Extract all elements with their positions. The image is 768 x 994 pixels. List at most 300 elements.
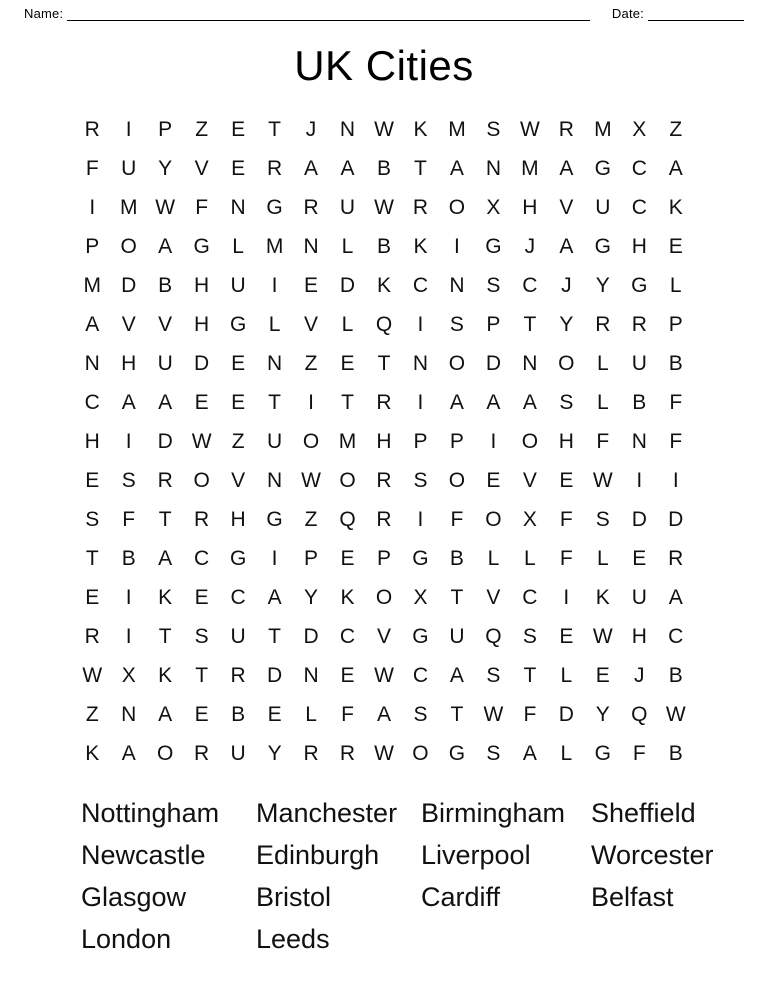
grid-letter: B bbox=[158, 274, 173, 298]
word-list-item: Nottingham bbox=[81, 798, 220, 829]
header-fields bbox=[0, 0, 768, 21]
grid-letter: D bbox=[668, 508, 684, 532]
grid-letter: W bbox=[82, 664, 103, 688]
grid-letter: D bbox=[121, 274, 137, 298]
word-list-item: Leeds bbox=[256, 924, 330, 955]
date-input-line[interactable] bbox=[648, 7, 744, 21]
grid-letter: Q bbox=[375, 313, 393, 337]
grid-letter: O bbox=[448, 469, 466, 493]
grid-letter: S bbox=[85, 508, 100, 532]
grid-letter: H bbox=[558, 430, 574, 454]
grid-letter: S bbox=[413, 469, 428, 493]
grid-letter: Z bbox=[195, 118, 209, 142]
grid-letter: B bbox=[668, 664, 683, 688]
grid-letter: H bbox=[376, 430, 392, 454]
grid-letter: D bbox=[266, 664, 283, 688]
grid-letter: M bbox=[448, 118, 466, 142]
grid-letter: N bbox=[84, 352, 100, 376]
grid-letter: S bbox=[486, 742, 501, 766]
grid-letter: S bbox=[486, 664, 501, 688]
grid-letter: F bbox=[669, 391, 683, 415]
grid-letter: I bbox=[125, 430, 132, 454]
grid-letter: T bbox=[341, 391, 354, 415]
grid-letter: E bbox=[231, 352, 246, 376]
grid-letter: G bbox=[412, 625, 429, 649]
grid-letter: A bbox=[486, 391, 501, 415]
grid-letter: N bbox=[522, 352, 538, 376]
grid-letter: N bbox=[230, 196, 246, 220]
grid-letter: G bbox=[594, 742, 611, 766]
grid-letter: E bbox=[231, 391, 246, 415]
grid-letter: G bbox=[412, 547, 429, 571]
grid-letter: V bbox=[376, 625, 391, 649]
word-list-item: Sheffield bbox=[591, 798, 696, 829]
grid-letter: U bbox=[157, 352, 173, 376]
grid-letter: E bbox=[632, 547, 647, 571]
word-list-item: Worcester bbox=[591, 840, 714, 871]
grid-letter: W bbox=[592, 469, 613, 493]
grid-letter: W bbox=[301, 469, 321, 493]
grid-letter: O bbox=[339, 469, 356, 493]
grid-letter: A bbox=[158, 235, 173, 259]
grid-letter: K bbox=[668, 196, 683, 220]
grid-letter: A bbox=[376, 703, 391, 727]
grid-letter: L bbox=[596, 547, 609, 571]
grid-letter: E bbox=[486, 469, 501, 493]
grid-letter: D bbox=[631, 508, 647, 532]
grid-letter: E bbox=[85, 586, 100, 610]
grid-letter: F bbox=[632, 742, 646, 766]
grid-letter: L bbox=[232, 235, 244, 259]
grid-letter: R bbox=[84, 118, 100, 142]
grid-letter: D bbox=[157, 430, 173, 454]
grid-letter: R bbox=[376, 469, 392, 493]
grid-letter: E bbox=[340, 352, 355, 376]
grid-letter: P bbox=[376, 547, 391, 571]
grid-letter: Z bbox=[669, 118, 683, 142]
grid-letter: X bbox=[632, 118, 647, 142]
grid-letter: L bbox=[487, 547, 500, 571]
grid-letter: A bbox=[449, 664, 464, 688]
grid-letter: N bbox=[339, 118, 356, 142]
grid-letter: F bbox=[596, 430, 610, 454]
word-search-grid bbox=[74, 119, 694, 765]
grid-letter: L bbox=[560, 742, 573, 766]
grid-letter: T bbox=[268, 118, 281, 142]
grid-letter: A bbox=[559, 157, 574, 181]
grid-letter: A bbox=[340, 157, 355, 181]
grid-letter: S bbox=[595, 508, 610, 532]
grid-letter: A bbox=[158, 547, 173, 571]
grid-letter: R bbox=[558, 118, 574, 142]
grid-letter: I bbox=[417, 508, 424, 532]
grid-letter: I bbox=[125, 118, 132, 142]
grid-letter: C bbox=[631, 196, 647, 220]
grid-letter: J bbox=[524, 235, 536, 259]
grid-letter: N bbox=[303, 664, 319, 688]
grid-letter: I bbox=[454, 235, 460, 259]
grid-letter: E bbox=[267, 703, 282, 727]
grid-letter: L bbox=[524, 547, 536, 571]
grid-letter: I bbox=[563, 586, 570, 610]
grid-letter: R bbox=[376, 391, 392, 415]
grid-letter: U bbox=[449, 625, 465, 649]
grid-letter: L bbox=[341, 235, 354, 259]
grid-letter: O bbox=[521, 430, 539, 454]
grid-letter: C bbox=[339, 625, 356, 649]
grid-letter: T bbox=[377, 352, 391, 376]
grid-letter: E bbox=[304, 274, 319, 298]
grid-letter: W bbox=[665, 703, 686, 727]
grid-letter: A bbox=[121, 391, 136, 415]
grid-letter: T bbox=[158, 625, 172, 649]
grid-letter: K bbox=[376, 274, 391, 298]
grid-letter: Y bbox=[595, 703, 610, 727]
grid-letter: F bbox=[669, 430, 683, 454]
grid-letter: R bbox=[668, 547, 684, 571]
grid-letter: T bbox=[450, 703, 464, 727]
grid-letter: F bbox=[523, 703, 537, 727]
word-list-item: Bristol bbox=[256, 882, 332, 913]
grid-letter: A bbox=[522, 742, 537, 766]
grid-letter: O bbox=[120, 235, 137, 259]
grid-letter: A bbox=[158, 391, 173, 415]
grid-letter: P bbox=[668, 313, 683, 337]
grid-letter: Q bbox=[339, 508, 356, 532]
grid-letter: R bbox=[631, 313, 647, 337]
grid-letter: R bbox=[376, 508, 392, 532]
word-list-item: Birmingham bbox=[421, 798, 566, 829]
grid-letter: R bbox=[303, 742, 319, 766]
grid-letter: X bbox=[121, 664, 136, 688]
grid-letter: T bbox=[158, 508, 172, 532]
grid-letter: G bbox=[485, 235, 502, 259]
grid-letter: Z bbox=[85, 703, 99, 727]
grid-letter: B bbox=[449, 547, 464, 571]
grid-letter: H bbox=[522, 196, 538, 220]
grid-letter: R bbox=[595, 313, 611, 337]
grid-letter: G bbox=[594, 157, 611, 181]
grid-letter: S bbox=[194, 625, 209, 649]
grid-letter: P bbox=[449, 430, 464, 454]
grid-letter: I bbox=[490, 430, 497, 454]
grid-letter: T bbox=[450, 586, 464, 610]
grid-letter: A bbox=[304, 157, 319, 181]
grid-letter: D bbox=[339, 274, 356, 298]
grid-letter: X bbox=[522, 508, 537, 532]
grid-letter: F bbox=[122, 508, 136, 532]
grid-letter: G bbox=[266, 508, 283, 532]
grid-letter: L bbox=[305, 703, 317, 727]
grid-letter: N bbox=[121, 703, 137, 727]
grid-letter: C bbox=[230, 586, 246, 610]
grid-letter: G bbox=[448, 742, 466, 766]
grid-letter: O bbox=[157, 742, 174, 766]
grid-letter: S bbox=[486, 118, 501, 142]
grid-letter: I bbox=[271, 274, 278, 298]
grid-letter: R bbox=[194, 742, 210, 766]
grid-letter: A bbox=[522, 391, 537, 415]
grid-letter: I bbox=[672, 469, 679, 493]
word-list-item: Glasgow bbox=[81, 882, 187, 913]
grid-letter: W bbox=[519, 118, 540, 142]
grid-letter: K bbox=[413, 118, 428, 142]
grid-letter: O bbox=[412, 742, 429, 766]
grid-letter: I bbox=[125, 586, 132, 610]
grid-letter: M bbox=[119, 196, 138, 220]
grid-letter: Y bbox=[158, 157, 173, 181]
grid-letter: W bbox=[191, 430, 212, 454]
grid-letter: B bbox=[376, 235, 391, 259]
grid-letter: P bbox=[486, 313, 501, 337]
grid-letter: R bbox=[230, 664, 246, 688]
grid-letter: O bbox=[448, 352, 466, 376]
grid-letter: T bbox=[195, 664, 209, 688]
grid-letter: H bbox=[631, 235, 647, 259]
grid-letter: L bbox=[596, 352, 609, 376]
grid-letter: E bbox=[559, 625, 574, 649]
grid-letter: Y bbox=[267, 742, 282, 766]
grid-letter: E bbox=[194, 586, 209, 610]
grid-letter: K bbox=[595, 586, 610, 610]
grid-letter: V bbox=[231, 469, 246, 493]
grid-letter: M bbox=[521, 157, 539, 181]
grid-letter: J bbox=[561, 274, 572, 298]
grid-letter: M bbox=[338, 430, 357, 454]
grid-letter: D bbox=[303, 625, 319, 649]
grid-letter: X bbox=[413, 586, 428, 610]
grid-letter: B bbox=[376, 157, 391, 181]
grid-letter: H bbox=[230, 508, 246, 532]
grid-letter: M bbox=[83, 274, 101, 298]
grid-letter: F bbox=[559, 508, 573, 532]
grid-letter: F bbox=[195, 196, 209, 220]
grid-letter: H bbox=[194, 274, 210, 298]
grid-letter: Y bbox=[559, 313, 574, 337]
grid-letter: U bbox=[631, 586, 647, 610]
grid-letter: I bbox=[125, 625, 132, 649]
grid-letter: L bbox=[341, 313, 354, 337]
grid-letter: M bbox=[265, 235, 284, 259]
word-list-item: Newcastle bbox=[81, 840, 206, 871]
grid-letter: B bbox=[231, 703, 246, 727]
grid-letter: N bbox=[266, 469, 283, 493]
grid-letter: E bbox=[231, 157, 246, 181]
grid-letter: B bbox=[632, 391, 647, 415]
grid-letter: W bbox=[592, 625, 613, 649]
date-label: Date: bbox=[611, 6, 644, 21]
grid-letter: P bbox=[85, 235, 100, 259]
grid-letter: C bbox=[412, 274, 429, 298]
grid-letter: T bbox=[268, 625, 281, 649]
grid-letter: V bbox=[158, 313, 173, 337]
grid-letter: Z bbox=[231, 430, 245, 454]
grid-letter: P bbox=[413, 430, 428, 454]
grid-letter: H bbox=[194, 313, 210, 337]
grid-letter: E bbox=[85, 469, 100, 493]
grid-letter: F bbox=[341, 703, 354, 727]
word-list-item: London bbox=[81, 924, 172, 955]
grid-letter: A bbox=[121, 742, 136, 766]
grid-letter: A bbox=[85, 313, 100, 337]
grid-letter: O bbox=[485, 508, 502, 532]
grid-letter: G bbox=[631, 274, 648, 298]
grid-letter: S bbox=[449, 313, 464, 337]
grid-letter: Y bbox=[595, 274, 610, 298]
grid-letter: I bbox=[89, 196, 96, 220]
grid-letter: G bbox=[193, 235, 210, 259]
grid-letter: A bbox=[449, 391, 464, 415]
grid-letter: Z bbox=[304, 352, 318, 376]
grid-letter: D bbox=[194, 352, 210, 376]
grid-letter: G bbox=[266, 196, 283, 220]
grid-letter: A bbox=[668, 157, 683, 181]
grid-letter: R bbox=[412, 196, 429, 220]
grid-letter: K bbox=[85, 742, 100, 766]
grid-letter: I bbox=[271, 547, 278, 571]
grid-letter: C bbox=[668, 625, 684, 649]
grid-letter: U bbox=[595, 196, 611, 220]
grid-letter: F bbox=[450, 508, 464, 532]
grid-letter: T bbox=[523, 664, 537, 688]
grid-letter: W bbox=[483, 703, 504, 727]
grid-letter: R bbox=[339, 742, 356, 766]
grid-letter: A bbox=[559, 235, 574, 259]
grid-letter: J bbox=[305, 118, 317, 142]
grid-letter: L bbox=[596, 391, 609, 415]
grid-letter: R bbox=[84, 625, 100, 649]
grid-letter: I bbox=[417, 391, 424, 415]
grid-letter: U bbox=[266, 430, 283, 454]
grid-letter: A bbox=[668, 586, 683, 610]
grid-letter: E bbox=[340, 547, 355, 571]
name-input-line[interactable] bbox=[67, 7, 590, 21]
grid-letter: X bbox=[486, 196, 501, 220]
grid-letter: W bbox=[374, 118, 394, 142]
grid-letter: D bbox=[485, 352, 501, 376]
grid-letter: O bbox=[375, 586, 393, 610]
grid-letter: T bbox=[523, 313, 537, 337]
grid-letter: V bbox=[194, 157, 209, 181]
grid-letter: O bbox=[558, 352, 575, 376]
grid-letter: W bbox=[155, 196, 176, 220]
grid-letter: V bbox=[304, 313, 319, 337]
grid-letter: E bbox=[194, 703, 209, 727]
grid-letter: N bbox=[631, 430, 647, 454]
word-list-item: Liverpool bbox=[421, 840, 531, 871]
grid-letter: O bbox=[448, 196, 466, 220]
grid-letter: S bbox=[121, 469, 136, 493]
grid-letter: L bbox=[669, 274, 682, 298]
grid-letter: H bbox=[121, 352, 137, 376]
grid-letter: K bbox=[158, 586, 173, 610]
grid-letter: R bbox=[157, 469, 173, 493]
grid-letter: R bbox=[194, 508, 210, 532]
grid-letter: S bbox=[559, 391, 574, 415]
grid-letter: C bbox=[84, 391, 100, 415]
grid-letter: E bbox=[559, 469, 574, 493]
grid-letter: I bbox=[308, 391, 314, 415]
word-list-item: Manchester bbox=[256, 798, 398, 829]
grid-letter: U bbox=[339, 196, 356, 220]
grid-letter: S bbox=[522, 625, 537, 649]
grid-letter: V bbox=[121, 313, 136, 337]
grid-letter: V bbox=[486, 586, 501, 610]
grid-letter: C bbox=[522, 274, 538, 298]
grid-letter: N bbox=[266, 352, 283, 376]
grid-letter: H bbox=[631, 625, 647, 649]
grid-letter: A bbox=[449, 157, 464, 181]
grid-letter: C bbox=[522, 586, 538, 610]
word-list bbox=[39, 797, 729, 956]
grid-letter: K bbox=[158, 664, 173, 688]
word-list-item: Cardiff bbox=[421, 882, 501, 913]
grid-letter: I bbox=[417, 313, 424, 337]
grid-letter: E bbox=[231, 118, 246, 142]
grid-letter: E bbox=[340, 664, 355, 688]
grid-letter: Q bbox=[485, 625, 502, 649]
grid-letter: G bbox=[229, 547, 247, 571]
grid-letter: O bbox=[193, 469, 210, 493]
grid-letter: H bbox=[84, 430, 100, 454]
grid-letter: C bbox=[412, 664, 429, 688]
grid-letter: B bbox=[668, 742, 683, 766]
grid-letter: K bbox=[340, 586, 355, 610]
grid-letter: R bbox=[303, 196, 319, 220]
grid-letter: F bbox=[559, 547, 573, 571]
word-list-item: Edinburgh bbox=[256, 840, 380, 871]
grid-letter: U bbox=[230, 742, 246, 766]
grid-letter: Z bbox=[304, 508, 318, 532]
grid-letter: N bbox=[485, 157, 501, 181]
grid-letter: C bbox=[194, 547, 210, 571]
grid-letter: L bbox=[560, 664, 573, 688]
grid-letter: K bbox=[413, 235, 428, 259]
grid-letter: S bbox=[486, 274, 501, 298]
grid-letter: F bbox=[85, 157, 99, 181]
grid-letter: A bbox=[158, 703, 173, 727]
grid-letter: E bbox=[194, 391, 209, 415]
grid-letter: Q bbox=[631, 703, 648, 727]
grid-letter: U bbox=[631, 352, 647, 376]
grid-letter: N bbox=[412, 352, 429, 376]
word-list-item: Belfast bbox=[591, 882, 674, 913]
grid-letter: M bbox=[594, 118, 612, 142]
grid-letter: P bbox=[158, 118, 173, 142]
grid-letter: O bbox=[302, 430, 320, 454]
grid-letter: Y bbox=[304, 586, 319, 610]
grid-letter: J bbox=[634, 664, 645, 688]
grid-letter: I bbox=[636, 469, 643, 493]
grid-letter: S bbox=[413, 703, 428, 727]
grid-letter: W bbox=[374, 742, 394, 766]
grid-letter: U bbox=[230, 274, 246, 298]
grid-letter: A bbox=[267, 586, 282, 610]
grid-letter: T bbox=[414, 157, 427, 181]
grid-letter: G bbox=[229, 313, 247, 337]
grid-letter: G bbox=[594, 235, 611, 259]
grid-letter: B bbox=[121, 547, 136, 571]
grid-letter: T bbox=[85, 547, 99, 571]
grid-letter: N bbox=[303, 235, 319, 259]
name-label: Name: bbox=[24, 6, 64, 21]
grid-letter: W bbox=[374, 196, 394, 220]
grid-letter: L bbox=[268, 313, 281, 337]
grid-letter: P bbox=[304, 547, 319, 571]
grid-letter: V bbox=[522, 469, 537, 493]
grid-letter: V bbox=[559, 196, 574, 220]
page-title: UK Cities bbox=[294, 42, 474, 89]
